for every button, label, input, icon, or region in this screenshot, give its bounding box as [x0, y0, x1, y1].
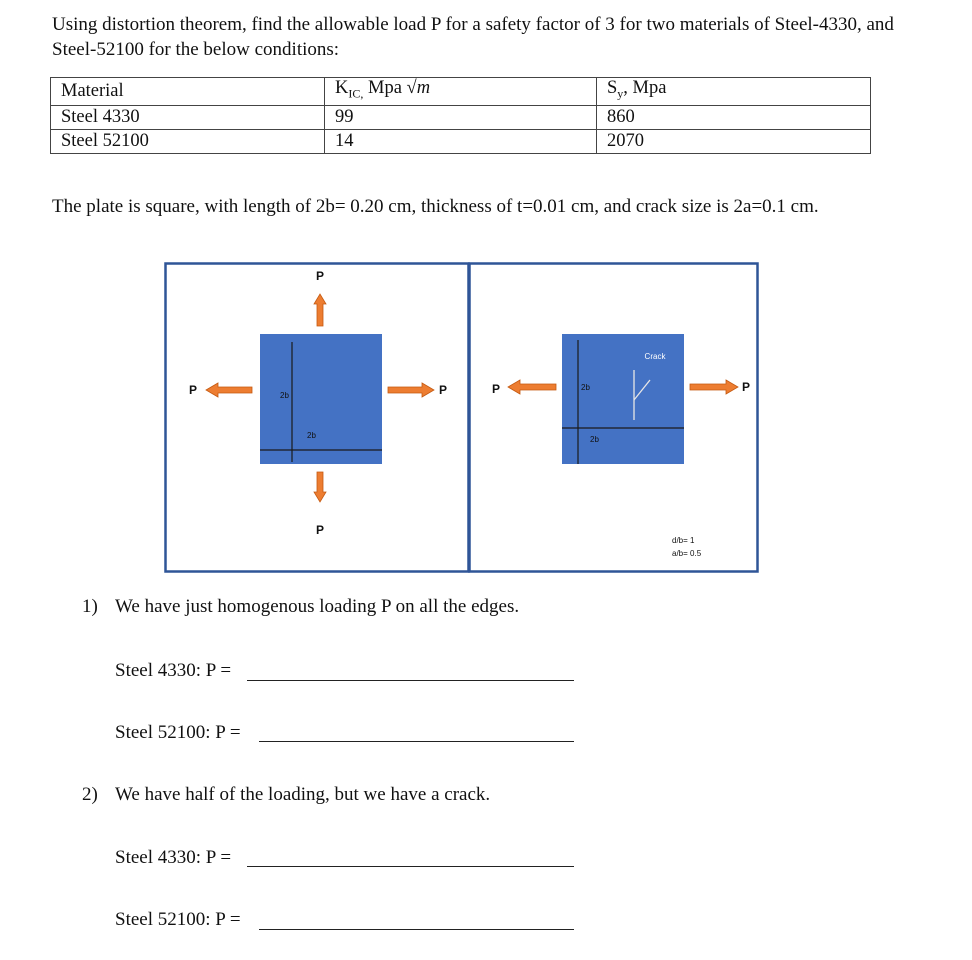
left-dim-vertical-label: 2b: [280, 391, 289, 400]
sy-subscript: y: [617, 86, 624, 101]
cell-sy: 2070: [597, 129, 871, 153]
answer-blank[interactable]: [247, 680, 574, 681]
question-2-text: We have half of the loading, but we have a crack.: [115, 784, 491, 805]
question-1-number: 1): [82, 596, 98, 617]
material-properties-table: [50, 77, 871, 154]
table-row: [51, 129, 871, 153]
kic-unit: Mpa: [363, 78, 407, 98]
left-dim-horizontal-label: 2b: [307, 431, 316, 440]
table-header-row: [51, 78, 871, 106]
cell-sy: 860: [597, 105, 871, 129]
sqrt-symbol: √: [406, 78, 417, 98]
question-2-number: 2): [82, 784, 98, 805]
load-label-top: P: [315, 269, 325, 283]
cell-kic: 14: [325, 129, 597, 153]
load-label-left: P: [491, 382, 501, 396]
load-label-left: P: [188, 383, 198, 397]
answer-blank[interactable]: [259, 929, 574, 930]
right-plate: [562, 334, 684, 464]
plate-description: The plate is square, with length of 2b= 0.20 cm, thickness of t=0.01 cm, and crack size is 2a=0.1 cm.: [52, 196, 819, 217]
header-kic: [325, 78, 597, 106]
load-label-right: P: [438, 383, 448, 397]
kic-symbol: K: [335, 78, 349, 98]
answer-label: Steel 4330: P =: [115, 847, 232, 868]
kic-subscript: IC,: [348, 86, 364, 101]
header-material: Material: [51, 78, 325, 106]
load-label-bottom: P: [315, 523, 325, 537]
problem-statement: Using distortion theorem, find the allowable load P for a safety factor of 3 for two materials of Steel-4330, and Steel-52100 for the below conditions:: [52, 14, 894, 60]
cell-material: Steel 52100: [51, 129, 325, 153]
ratio-a-label: a/b= 0.5: [672, 549, 702, 558]
right-dim-vertical-label: 2b: [581, 383, 590, 392]
sqrt-m: m: [416, 78, 431, 98]
left-plate: [260, 334, 382, 464]
question-1-text: We have just homogenous loading P on all the edges.: [115, 596, 520, 617]
table-row: [51, 105, 871, 129]
answer-label: Steel 52100: P =: [115, 722, 241, 743]
sy-unit: , Mpa: [623, 78, 667, 98]
sy-symbol: S: [607, 78, 618, 98]
ratio-d-label: d/b= 1: [672, 536, 695, 545]
loading-diagram: [164, 262, 760, 574]
load-label-right: P: [741, 380, 751, 394]
answer-blank[interactable]: [259, 741, 574, 742]
answer-blank[interactable]: [247, 866, 574, 867]
cell-material: Steel 4330: [51, 105, 325, 129]
answer-label: Steel 4330: P =: [115, 660, 232, 681]
cell-kic: 99: [325, 105, 597, 129]
header-sy: [597, 78, 871, 106]
answer-label: Steel 52100: P =: [115, 909, 241, 930]
right-dim-horizontal-label: 2b: [590, 435, 599, 444]
crack-label: Crack: [644, 352, 666, 361]
